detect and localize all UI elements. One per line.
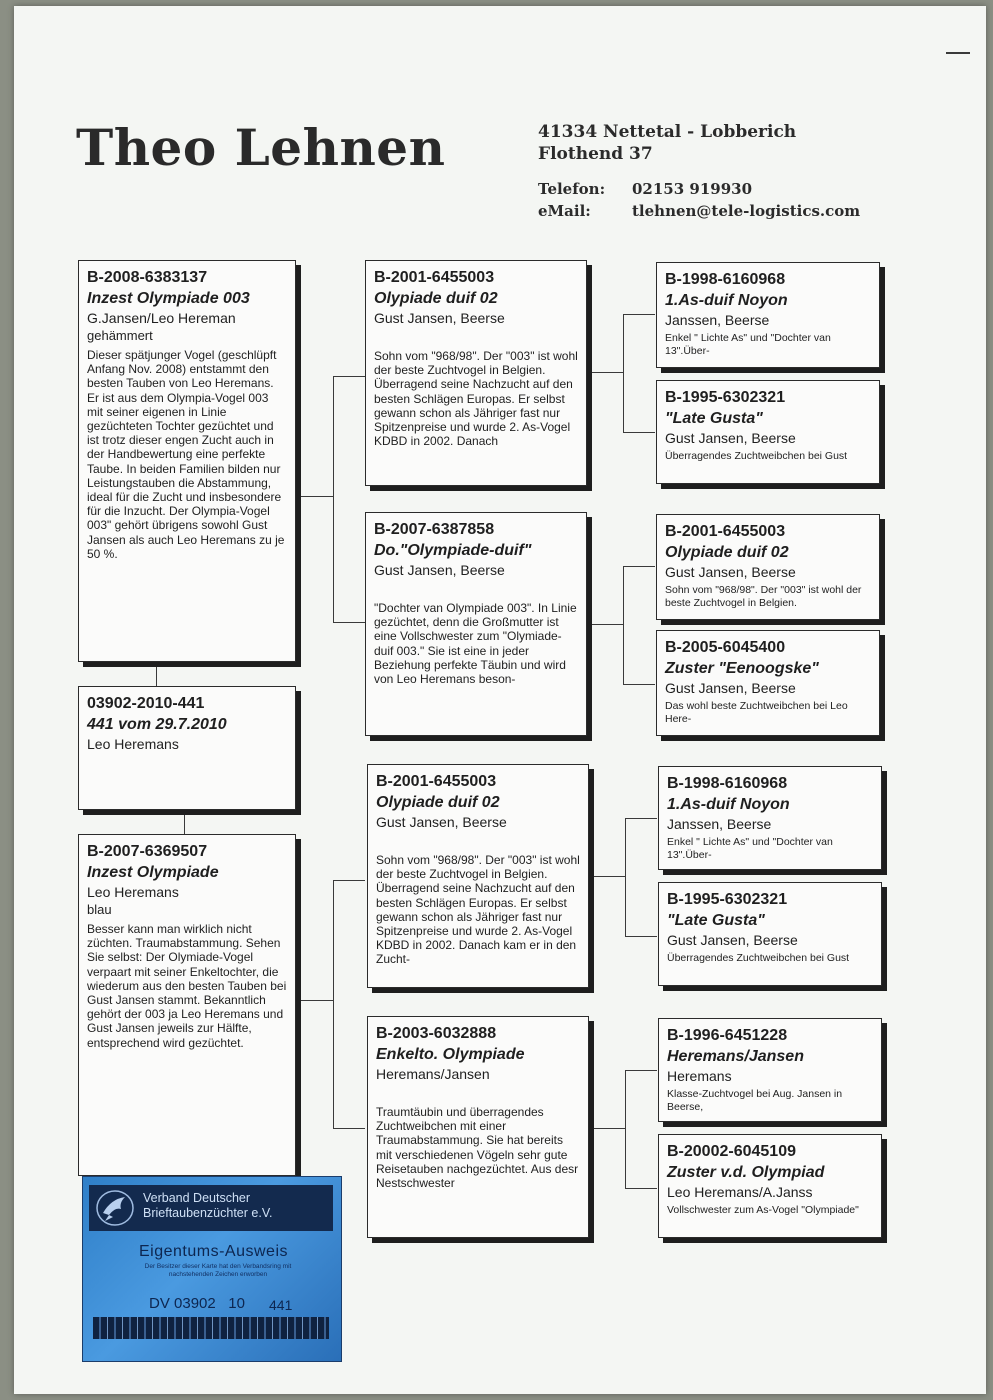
stamp-header xyxy=(89,1185,333,1231)
connector-line xyxy=(333,880,365,881)
description: Das wohl beste Zuchtweibchen bei Leo Here- xyxy=(665,700,848,725)
connector-line xyxy=(625,818,626,936)
description: Besser kann man wirklich nicht züchten. Traumabstammung. Sehen Sie selbst: Der Olymiade-Vogel verpaart mit seiner Enkeltochter, die wiederum aus den besten Tauben bei Gust Jansen stammt. Bekanntlich gehört der 003 ja Leo Heremans und Gust Jansen jeweils zur Hälfte, entsprechend wird gezüchtet. xyxy=(87,922,287,1050)
pigeon-card xyxy=(78,260,296,662)
stamp-club-number xyxy=(149,1295,245,1312)
phone-value: 02153 919930 xyxy=(632,180,753,198)
email-label: eMail: xyxy=(538,202,591,220)
connector-line xyxy=(333,880,334,1128)
ring-number: B-1995-6302321 xyxy=(665,389,786,406)
breeder: Gust Jansen, Beerse xyxy=(374,562,505,578)
breeder: Leo Heremans/A.Janss xyxy=(667,1184,813,1200)
email-value: tlehnen@tele-logistics.com xyxy=(632,202,861,220)
breeder: G.Jansen/Leo Hereman xyxy=(87,310,236,326)
connector-line xyxy=(623,432,655,433)
grandparent-card xyxy=(658,882,882,986)
stamp-club-no: DV 03902 xyxy=(149,1295,216,1312)
stamp-organization xyxy=(143,1191,273,1221)
pigeon-name: "Late Gusta" xyxy=(665,410,763,427)
description: Enkel " Lichte As" und "Dochter van 13".Über- xyxy=(667,836,833,861)
pigeon-name: "Late Gusta" xyxy=(667,912,765,929)
stamp-year: 10 xyxy=(228,1295,245,1312)
grandparent-card xyxy=(658,1134,882,1238)
connector-line xyxy=(298,1000,334,1001)
description: Enkel " Lichte As" und "Dochter van 13".Über- xyxy=(665,332,831,357)
parent-card xyxy=(367,1016,589,1238)
description: Überragendes Zuchtweibchen bei Gust xyxy=(665,450,848,462)
corner-mark xyxy=(946,52,970,54)
connector-line xyxy=(184,812,185,834)
description: Traumtäubin und überragendes Zuchtweibchen mit einer Traumabstammung. Sie hat bereits mit verschiedenen Vögeln sehr gute Reisetauben nachgezüchtet. Aus desr Nestschwester xyxy=(376,1105,579,1191)
parent-card xyxy=(365,512,587,736)
pigeon-name: Inzest Olympiade xyxy=(87,864,219,881)
breeder: Leo Heremans xyxy=(87,884,179,900)
pigeon-name: Do."Olympiade-duif" xyxy=(374,542,532,559)
connector-line xyxy=(625,1188,657,1189)
connector-line xyxy=(333,622,365,623)
connector-line xyxy=(623,684,655,685)
connector-line xyxy=(623,566,624,684)
breeder: Heremans xyxy=(667,1068,732,1084)
ring-number: B-2001-6455003 xyxy=(374,269,495,286)
ring-number: B-1995-6302321 xyxy=(667,891,788,908)
breeder: Gust Jansen, Beerse xyxy=(665,680,796,696)
ring-number: B-2007-6387858 xyxy=(374,521,495,538)
pigeon-name: Olypiade duif 02 xyxy=(665,544,789,561)
stamp-org-line1: Verband Deutscher xyxy=(143,1191,251,1205)
connector-line xyxy=(625,1070,626,1188)
connector-line xyxy=(592,1128,626,1129)
plumage-color: gehämmert xyxy=(87,328,153,343)
ring-number: B-2005-6045400 xyxy=(665,639,786,656)
stamp-small-print: Der Besitzer dieser Karte hat den Verbandsring mit nachstehenden Zeichen erworben xyxy=(144,1263,292,1278)
breeder: Janssen, Beerse xyxy=(665,312,770,328)
ring-number: B-2003-6032888 xyxy=(376,1025,497,1042)
description: Sohn vom "968/98". Der "003" ist wohl der beste Zuchtvogel in Belgien. xyxy=(665,584,862,609)
description: Vollschwester zum As-Vogel "Olympiade" xyxy=(667,1204,859,1216)
connector-line xyxy=(298,496,334,497)
breeder: Gust Jansen, Beerse xyxy=(665,430,796,446)
connector-line xyxy=(625,818,657,819)
connector-line xyxy=(623,566,655,567)
pigeon-name: Zuster v.d. Olympiad xyxy=(667,1164,825,1181)
stamp-hologram-strip xyxy=(93,1317,329,1339)
phone-label: Telefon: xyxy=(538,180,606,198)
parent-card xyxy=(365,260,587,486)
connector-line xyxy=(625,1070,657,1071)
grandparent-card xyxy=(658,1018,882,1122)
breeder: Janssen, Beerse xyxy=(667,816,772,832)
ring-number: B-2007-6369507 xyxy=(87,843,208,860)
plumage-color: blau xyxy=(87,902,112,917)
connector-line xyxy=(333,1128,365,1129)
stamp-org-line2: Brieftaubenzüchter e.V. xyxy=(143,1206,273,1220)
ring-number: B-1998-6160968 xyxy=(665,271,786,288)
ring-number: B-2008-6383137 xyxy=(87,269,208,286)
breeder: Gust Jansen, Beerse xyxy=(376,814,507,830)
owner-name: Theo Lehnen xyxy=(76,118,446,177)
description: "Dochter van Olympiade 003". In Linie gezüchtet, denn die Großmutter ist eine Vollschwester zum "Olymiade-duif 003." Sie ist eine in jeder Beziehung perfekte Täubin und wird von Leo Heremans beson- xyxy=(374,601,577,687)
grandparent-card xyxy=(656,514,880,620)
connector-line xyxy=(156,664,157,686)
breeder: Gust Jansen, Beerse xyxy=(374,310,505,326)
description: Sohn vom "968/98". Der "003" ist wohl der beste Zuchtvogel in Belgien. Überragend seine Nachzucht auf den besten Schlägen Europas. Er selbst gewann schon als Jähriger fast nur Spitzenpreise und wurde 2. As-Vogel KDBD in 2002. Danach xyxy=(374,349,578,449)
partner-card xyxy=(78,686,296,810)
pigeon-name: Zuster "Eenoogske" xyxy=(665,660,819,677)
connector-line xyxy=(623,314,655,315)
connector-line xyxy=(592,876,626,877)
description: Überragendes Zuchtweibchen bei Gust xyxy=(667,952,850,964)
pigeon-name: Enkelto. Olympiade xyxy=(376,1046,525,1063)
breeder: Gust Jansen, Beerse xyxy=(665,564,796,580)
grandparent-card xyxy=(656,380,880,484)
address-line1: 41334 Nettetal - Lobberich xyxy=(538,122,797,142)
description: Klasse-Zuchtvogel bei Aug. Jansen in Beerse, xyxy=(667,1088,843,1113)
ring-number: B-1998-6160968 xyxy=(667,775,788,792)
connector-line xyxy=(623,314,624,432)
ownership-card xyxy=(82,1176,342,1362)
address-line2: Flothend 37 xyxy=(538,144,653,164)
connector-line xyxy=(333,376,334,622)
ring-number: B-2001-6455003 xyxy=(376,773,497,790)
breeder: Gust Jansen, Beerse xyxy=(667,932,798,948)
ring-number: B-20002-6045109 xyxy=(667,1143,796,1160)
pigeon-name: Olypiade duif 02 xyxy=(376,794,500,811)
pigeon-name: 1.As-duif Noyon xyxy=(665,292,788,309)
pigeon-name: Inzest Olympiade 003 xyxy=(87,290,250,307)
grandparent-card xyxy=(656,262,880,368)
description: Sohn vom "968/98". Der "003" ist wohl der beste Zuchtvogel in Belgien. Überragend seine Nachzucht auf den besten Schlägen Europas. Er selbst gewann schon als Jähriger fast nur Spitzenpreise und wurde 2. As-Vogel KDBD in 2002. Danach kam er in den Zucht- xyxy=(376,853,580,967)
connector-line xyxy=(333,376,365,377)
grandparent-card xyxy=(658,766,882,870)
stamp-title: Eigentums-Ausweis xyxy=(139,1243,288,1260)
parent-card xyxy=(367,764,589,988)
pigeon-name: 1.As-duif Noyon xyxy=(667,796,790,813)
ring-number: B-2001-6455003 xyxy=(665,523,786,540)
grandparent-card xyxy=(656,630,880,736)
stamp-ring-number: 441 xyxy=(269,1297,293,1313)
breeder: Heremans/Jansen xyxy=(376,1066,490,1082)
pigeon-logo-icon xyxy=(95,1189,135,1227)
connector-line xyxy=(590,624,624,625)
pigeon-name: Heremans/Jansen xyxy=(667,1048,804,1065)
partner2-card xyxy=(78,834,296,1176)
connector-line xyxy=(590,372,624,373)
ring-number: B-1996-6451228 xyxy=(667,1027,788,1044)
pigeon-name: Olypiade duif 02 xyxy=(374,290,498,307)
pigeon-name: 441 vom 29.7.2010 xyxy=(87,716,227,733)
connector-line xyxy=(625,936,657,937)
ring-number: 03902-2010-441 xyxy=(87,695,205,712)
breeder: Leo Heremans xyxy=(87,736,179,752)
description: Dieser spätjunger Vogel (geschlüpft Anfang Nov. 2008) entstammt den besten Tauben von Leo Heremans. Er ist aus dem Olympia-Vogel 003 mit seiner eigenen in Linie gezüchteten Tochter gezüchtet und ist trotz dieser engen Zucht auch in der Handbewertung eine perfekte Taube. In beiden Familien bilden nur Leistungstauben die Abstammung, ideal für die Zucht und insbesondere für die Inzucht. Der Olympia-Vogel 003" gehört übrigens sowohl Gust Jansen als auch Leo Heremans zu je 50 %. xyxy=(87,348,285,561)
